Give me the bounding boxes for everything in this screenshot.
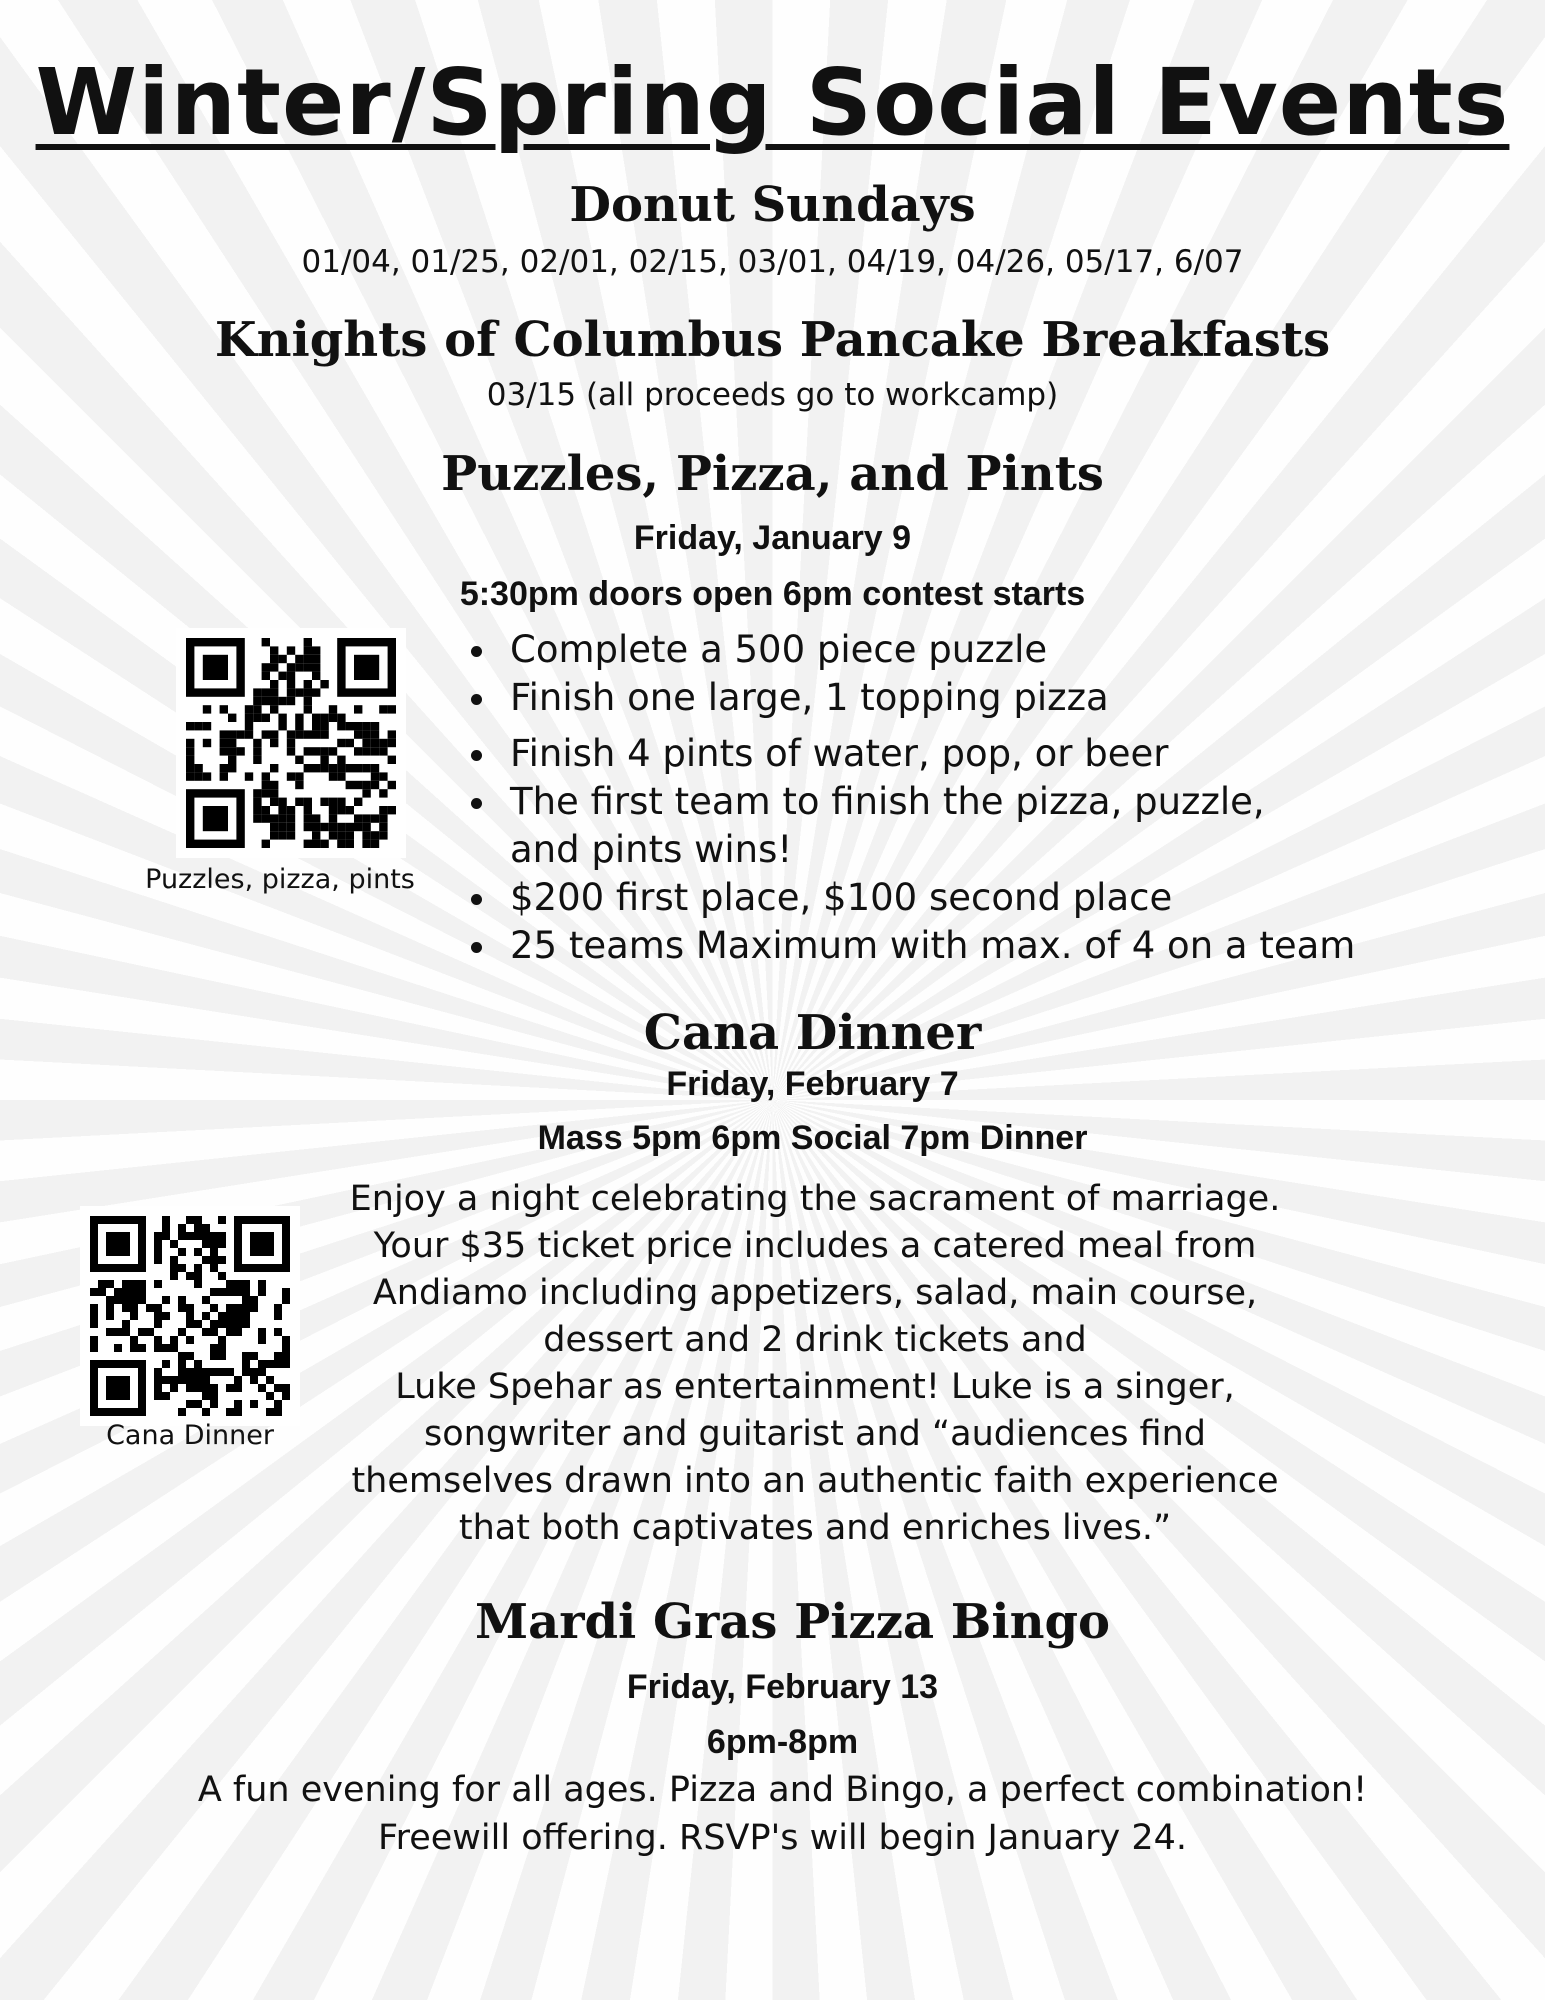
donut-heading: Donut Sundays [569,177,976,233]
donut-dates: 01/04, 01/25, 02/01, 02/15, 03/01, 04/19, 04/26, 05/17, 6/07 [301,244,1244,280]
cana-line: songwriter and guitarist and “audiences find [424,1414,1206,1454]
puzzles-rules-list [462,626,1355,970]
cana-heading: Cana Dinner [643,1005,982,1061]
mardi-time: 6pm-8pm [706,1723,859,1761]
cana-line: themselves drawn into an authentic faith experience [351,1461,1279,1501]
mardi-heading: Mardi Gras Pizza Bingo [474,1594,1111,1650]
knights-details: 03/15 (all proceeds go to workcamp) [486,377,1059,413]
list-item: • Complete a 500 piece puzzle [500,626,1355,674]
puzzles-time: 5:30pm doors open 6pm contest starts [459,575,1086,613]
cana-line: Enjoy a night celebrating the sacrament of marriage. [349,1179,1281,1219]
cana-line: that both captivates and enriches lives.” [458,1508,1172,1548]
list-item: • Finish 4 pints of water, pop, or beer [500,730,1355,778]
cana-line: Luke Spehar as entertainment! Luke is a singer, [395,1367,1235,1407]
page-title: Winter/Spring Social Events [35,49,1510,156]
puzzles-qr-caption: Puzzles, pizza, pints [145,864,415,895]
list-item: • $200 first place, $100 second place [500,874,1355,922]
mardi-line1: A fun evening for all ages. Pizza and Bingo, a perfect combination! [197,1770,1368,1810]
puzzles-heading: Puzzles, Pizza, and Pints [441,446,1104,502]
cana-date: Friday, February 7 [666,1065,959,1103]
cana-time: Mass 5pm 6pm Social 7pm Dinner [537,1119,1088,1157]
puzzles-date: Friday, January 9 [633,519,912,557]
cana-line: dessert and 2 drink tickets and [543,1320,1087,1360]
list-item: • Finish one large, 1 topping pizza [500,674,1355,722]
cana-line: Your $35 ticket price includes a catered meal from [373,1226,1257,1266]
knights-heading: Knights of Columbus Pancake Breakfasts [214,312,1331,368]
mardi-line2: Freewill offering. RSVP's will begin January 24. [378,1818,1187,1858]
cana-qr-caption: Cana Dinner [106,1420,274,1451]
cana-line: Andiamo including appetizers, salad, main course, [372,1273,1258,1313]
list-item: • 25 teams Maximum with max. of 4 on a team [500,922,1355,970]
list-item: • The first team to finish the pizza, puzzle, and pints wins! [500,778,1330,874]
cana-description [290,1176,1340,1552]
mardi-date: Friday, February 13 [626,1668,939,1706]
qr-code-icon[interactable] [80,1206,300,1426]
qr-code-icon[interactable] [176,628,406,858]
